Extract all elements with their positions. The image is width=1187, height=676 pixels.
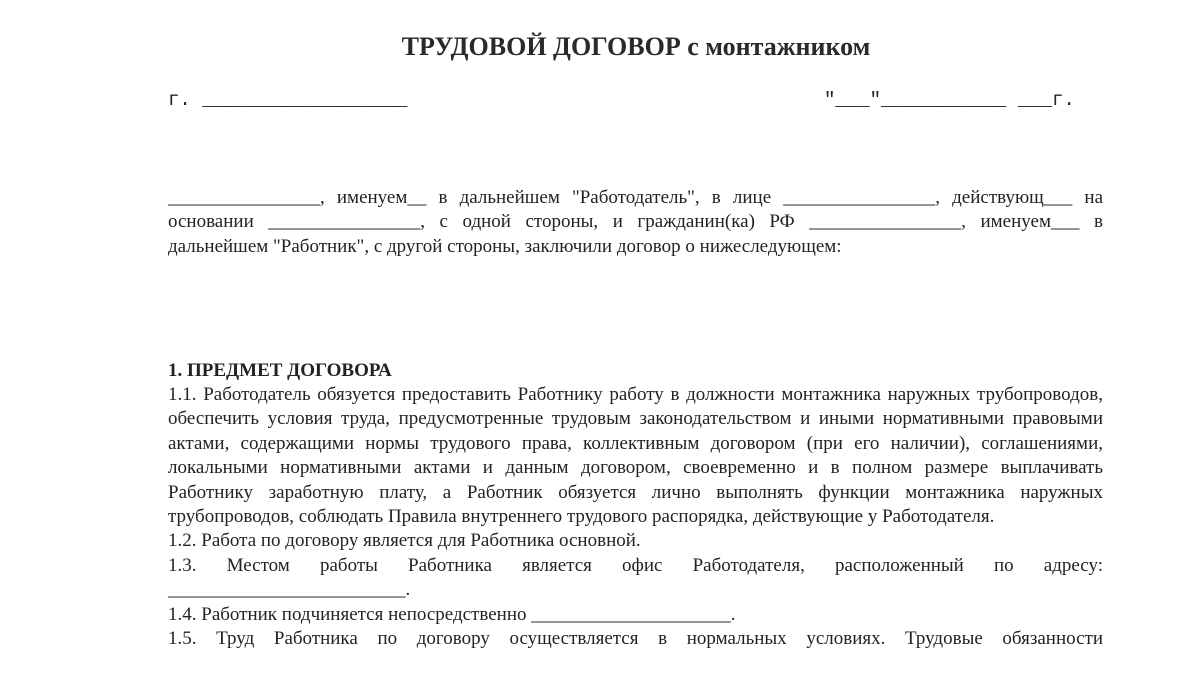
date-line: "___"___________ ___г.	[824, 89, 1075, 111]
clause-1-1: 1.1. Работодатель обязуется предоставить Работнику работу в должности монтажника наружных трубопроводов, обеспечить условия труда, предусмотренные трудовым законодательством и иными нормативными правовыми актами, содержащими нормы трудового права, коллективным договором (при его наличии), соглашениями, локальными нормативными актами и данным договором, своевременно и в полном размере выплачивать Работнику заработную плату, а Работник обязуется лично выполнять функции монтажника наружных трубопроводов, соблюдать Правила внутреннего трудового распорядка, действующие у Работодателя.	[168, 384, 1103, 528]
section-title: 1. ПРЕДМЕТ ДОГОВОРА	[168, 360, 392, 381]
preamble-paragraph: ________________, именуем__ в дальнейшем "Работодатель", в лице ________________, действующ___ на основании ________________, с одной стороны, и гражданин(ка) РФ ________________, именуем___ в дальнейшем "Работник", с другой стороны, заключили договор о нижеследующем:	[168, 187, 1103, 257]
clause-1-4: 1.4. Работник подчиняется непосредственно _____________________.	[168, 603, 736, 625]
clause-1-2: 1.2. Работа по договору является для Работника основной.	[168, 530, 641, 552]
city-line: г. __________________	[168, 89, 408, 111]
section-clauses	[168, 383, 1103, 651]
document-title: ТРУДОВОЙ ДОГОВОР с монтажником	[401, 32, 871, 61]
clause-1-3: 1.3. Местом работы Работника является офис Работодателя, расположенный по адресу: _________________________.	[168, 554, 1103, 601]
clause-1-5: 1.5. Труд Работника по договору осуществляется в нормальных условиях. Трудовые обязанности	[168, 628, 1103, 650]
